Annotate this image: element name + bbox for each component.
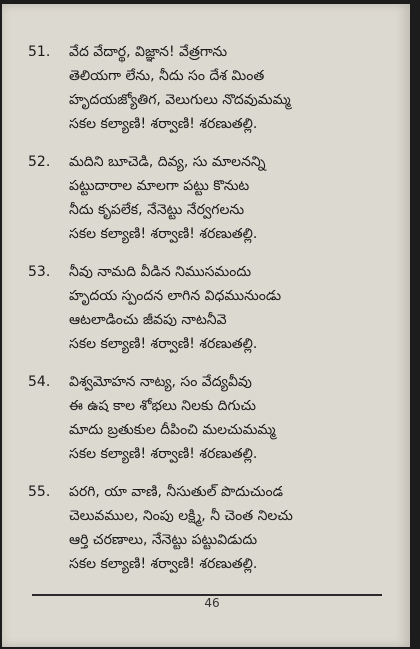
verse-line: పరగి, యా వాణి, నీసుతుల్ పొదుచుండ [69, 484, 283, 500]
verse-line: తెలియగా లేను, నీదు సం దేశ మింత [69, 68, 265, 84]
book-page [2, 4, 410, 647]
verse-line: మదిని బూచెడి, దివ్య, సు మాలనన్ని [69, 154, 266, 170]
verse-line: నీదు కృపలేక, నేనెట్టు నేర్వగలను [69, 202, 245, 218]
verse-line: సకల కల్యాణి! శర్వాణి! శరణుతల్లి. [69, 226, 258, 242]
verse-line: హృదయ స్పందన లాగిన విధమునుండు [69, 288, 282, 304]
page-number: 46 [204, 596, 220, 610]
verse-number: 55. [28, 484, 51, 500]
verse-line: చెలువముల, నింపు లక్ష్మి, నీ చెంత నిలచు [69, 508, 293, 524]
verse-line: పట్టుదారాల మాలగా పట్టు కొనుట [69, 178, 250, 194]
verse-number: 53. [28, 264, 51, 280]
verse-line: వేద వేదార్థ, విజ్ఞాన! వేత్రగాను [69, 44, 228, 60]
verse-line: సకల కల్యాణి! శర్వాణి! శరణుతల్లి. [69, 446, 258, 462]
verse-line: ఆర్తి చరణాలు, నేనెట్టు పట్టువిడుదు [69, 532, 258, 548]
verse-line: హృదయజ్యోతిగ, వెలుగులు నొదవుమమ్మ [69, 92, 291, 108]
verse-number: 51. [28, 44, 51, 60]
verse-number: 54. [28, 374, 51, 390]
verse-line: సకల కల్యాణి! శర్వాణి! శరణుతల్లి. [69, 116, 258, 132]
verse-line: నీవు నామది వీడిన నిముసమందు [69, 264, 252, 280]
verse-line: మాదు బ్రతుకుల దీపించి మలచుమమ్మ [69, 422, 276, 438]
verse-line: సకల కల్యాణి! శర్వాణి! శరణుతల్లి. [69, 556, 258, 572]
verse-line: విశ్వమోహన నాట్య, సం వేద్యవీవు [69, 374, 252, 390]
verse-number: 52. [28, 154, 51, 170]
verse-line: సకల కల్యాణి! శర్వాణి! శరణుతల్లి. [69, 336, 258, 352]
verse-line: ఆటలాడించు జీవపు నాటనీవె [69, 312, 227, 328]
verse-line: ఈ ఉష కాల శోభలు నిలకు దిగుచు [69, 398, 256, 414]
